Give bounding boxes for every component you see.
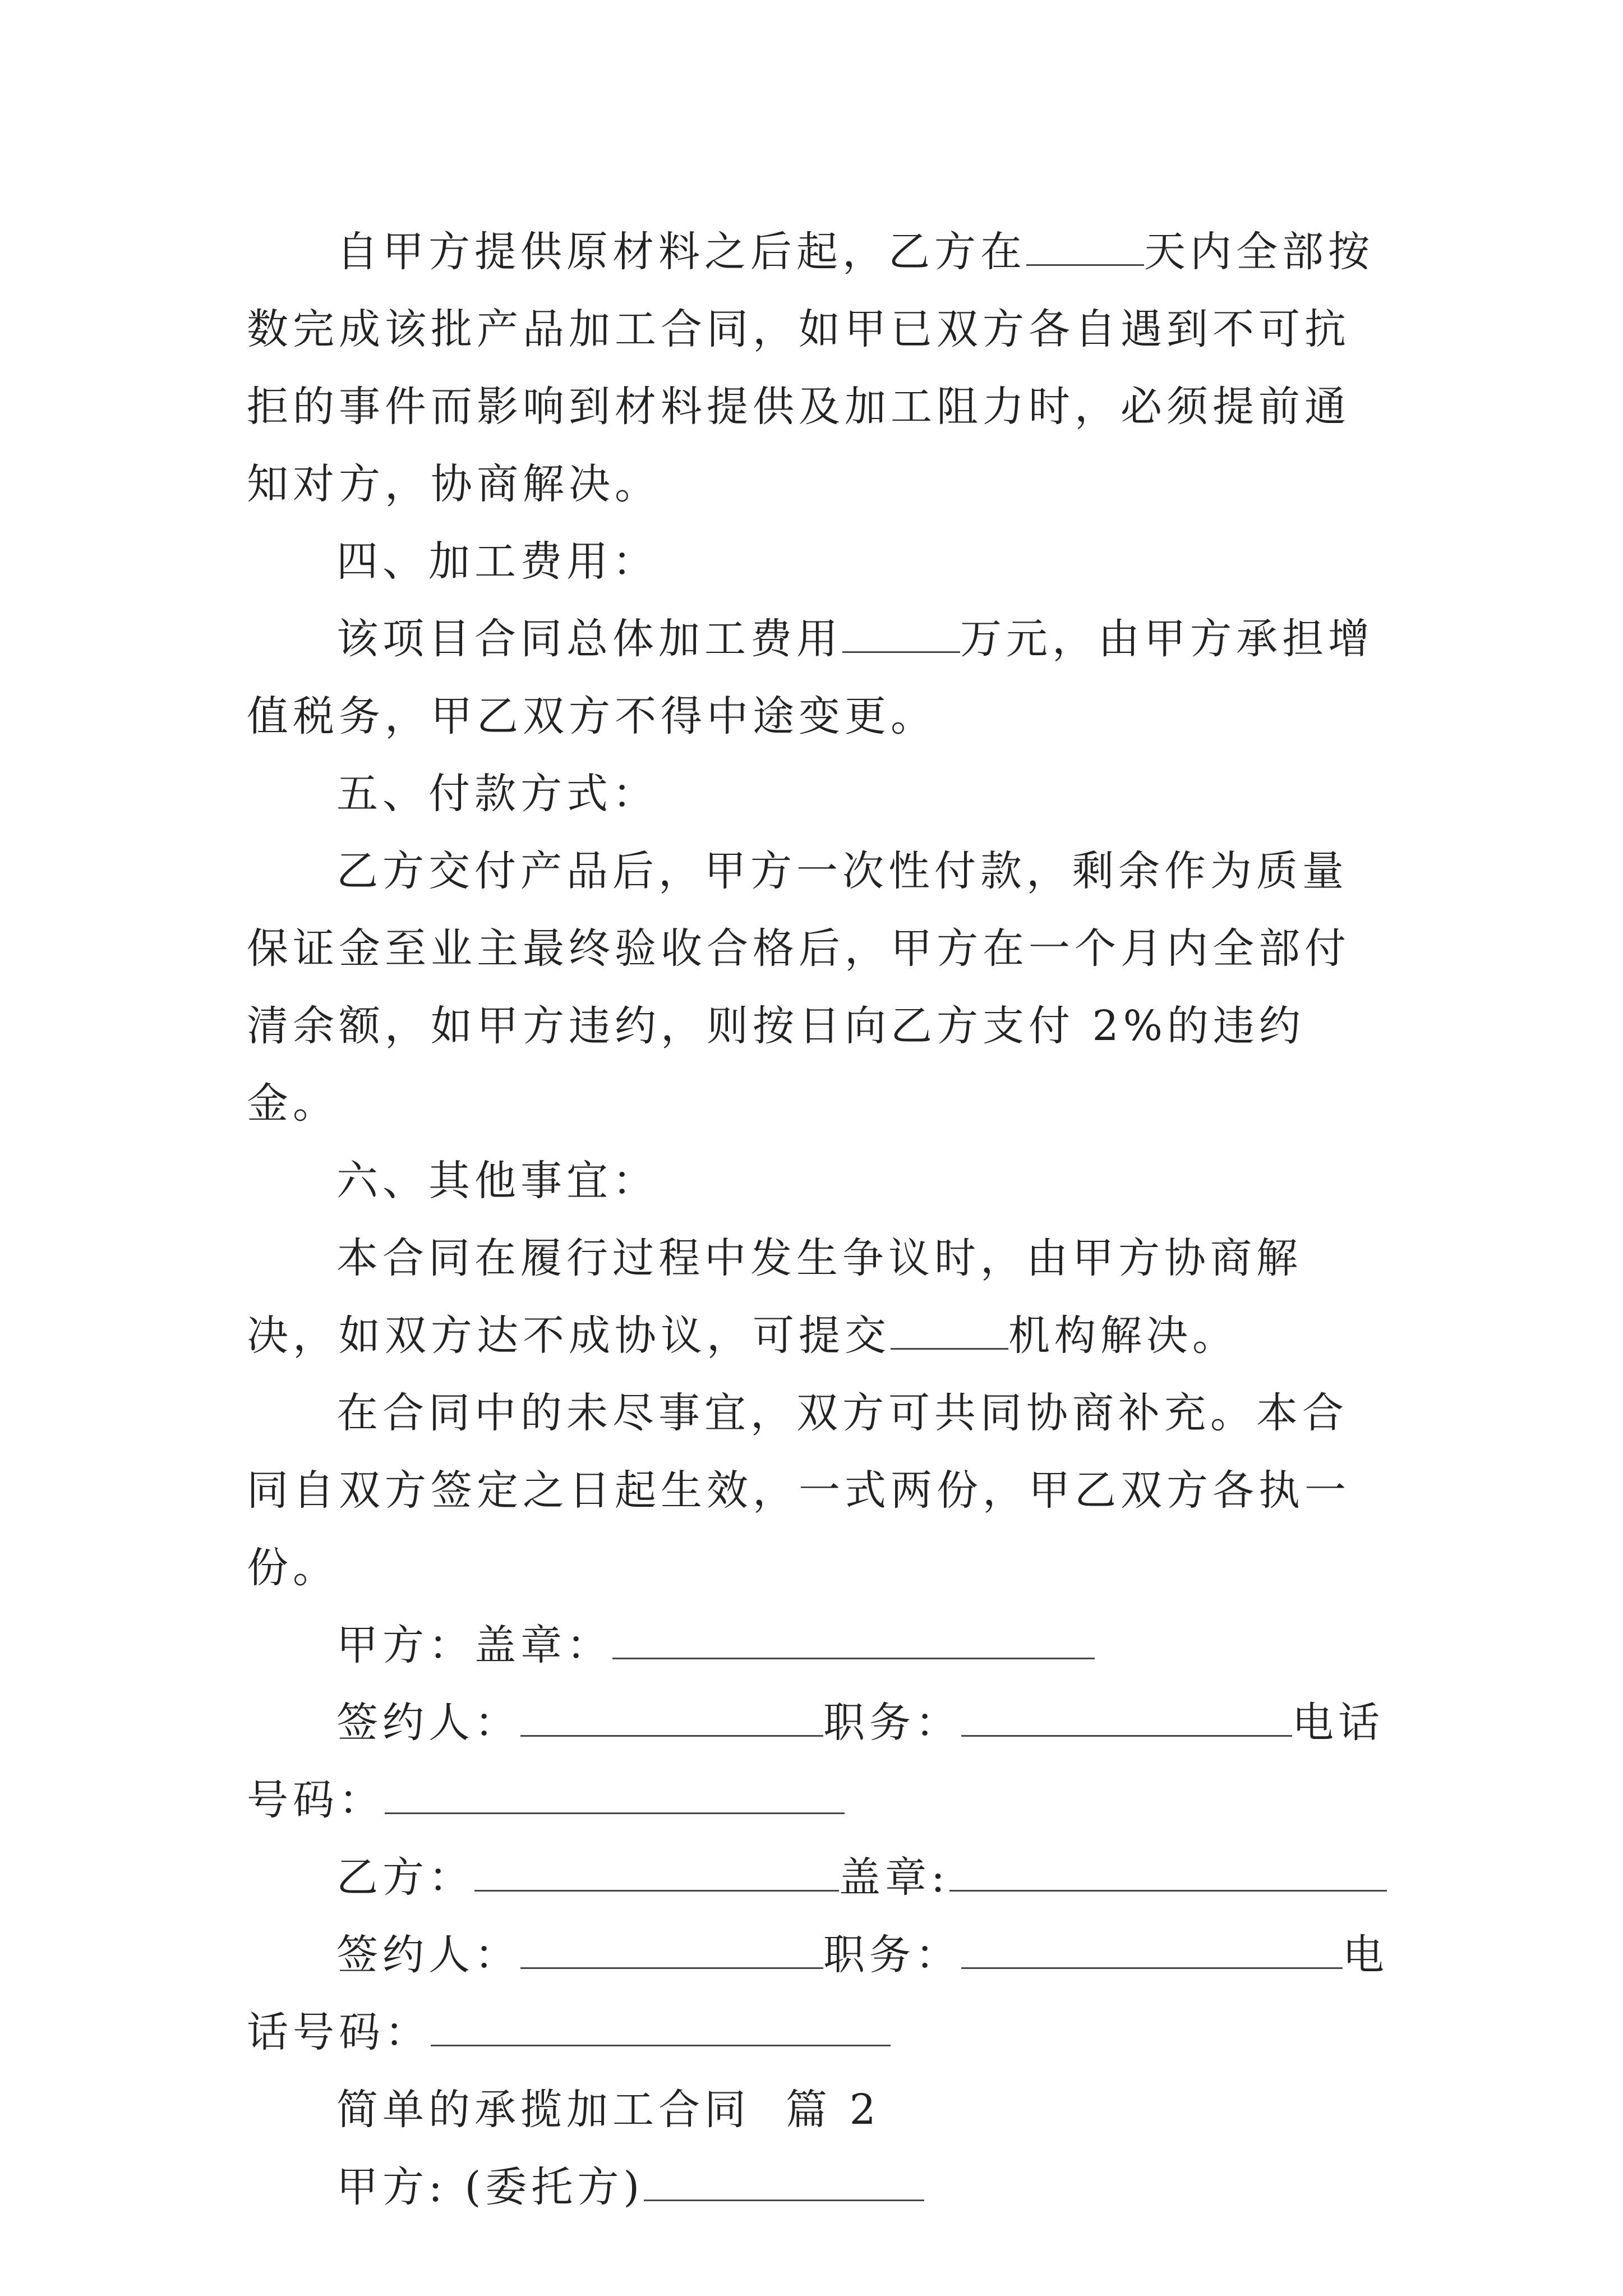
label: 签约人： — [336, 1931, 520, 1979]
party-a-seal-line — [247, 1607, 1391, 1684]
blank-duty-a — [961, 1690, 1292, 1737]
paragraph-dispute — [247, 1220, 1391, 1374]
text-segment: 本合同在履行过程中发生争议时，由甲方协商解决，如双方达不成协议，可提交 — [247, 1234, 1302, 1360]
heading-other-matters: 六、其他事宜： — [336, 1157, 658, 1205]
paragraph-payment-method: 乙方交付产品后，甲方一次性付款，剩余作为质量保证金至业主最终验收合格后，甲方在一个月内全部付清余额，如甲方违约，则按日向乙方支付 2%的违约金。 — [247, 847, 1350, 1128]
party-a-entrust-line — [247, 2148, 1391, 2226]
label: 甲方：盖章： — [336, 1621, 612, 1669]
label: 乙方： — [336, 1853, 474, 1902]
label: 职务： — [823, 1699, 961, 1747]
heading-processing-fee: 四、加工费用： — [336, 537, 658, 586]
label: 电话号码： — [247, 1699, 1384, 1824]
text-segment: 天内全部按数完成该批产品加工合同，如甲已双方各自遇到不可抗拒的事件而影响到材料提供及加工阻力时，必须提前通知对方，协商解决。 — [247, 228, 1374, 508]
text-segment: 万元，由甲方承担增值税务，甲乙双方不得中途变更。 — [247, 615, 1374, 740]
party-b-seal-line — [247, 1839, 1391, 1916]
blank-entrust — [644, 2155, 924, 2201]
label: 电话号码： — [247, 1931, 1389, 2056]
party-b-signer-line — [247, 1916, 1391, 2071]
text-segment: 该项目合同总体加工费用 — [336, 615, 842, 663]
document-page — [247, 213, 1391, 2226]
section-2-title: 简单的承揽加工合同 篇 2 — [336, 2086, 880, 2134]
blank-signer-a — [520, 1690, 823, 1737]
blank-days — [1026, 219, 1144, 266]
blank-phone-a — [385, 1768, 845, 1814]
blank-duty-b — [961, 1922, 1343, 1969]
blank-seal-b — [949, 1845, 1387, 1892]
heading-payment-method: 五、付款方式： — [336, 770, 658, 818]
paragraph-delivery-time — [247, 213, 1391, 523]
blank-signer-b — [520, 1922, 823, 1969]
blank-institution — [891, 1303, 1008, 1350]
text-segment: 自甲方提供原材料之后起，乙方在 — [336, 228, 1026, 276]
paragraph-supplement: 在合同中的未尽事宜，双方可共同协商补充。本合同自双方签定之日起生效，一式两份，甲乙双方各执一份。 — [247, 1389, 1350, 1592]
party-a-signer-line — [247, 1684, 1391, 1839]
label: 职务： — [823, 1931, 961, 1979]
label: 签约人： — [336, 1699, 520, 1747]
blank-phone-b — [431, 2000, 891, 2046]
paragraph-processing-fee — [247, 600, 1391, 755]
text-segment: 机构解决。 — [1008, 1312, 1238, 1360]
label: 盖章: — [839, 1853, 949, 1902]
blank-party-a-seal — [612, 1613, 1095, 1659]
blank-party-b — [474, 1845, 839, 1892]
label: 甲方: (委托方) — [336, 2163, 644, 2211]
blank-amount — [842, 606, 960, 653]
